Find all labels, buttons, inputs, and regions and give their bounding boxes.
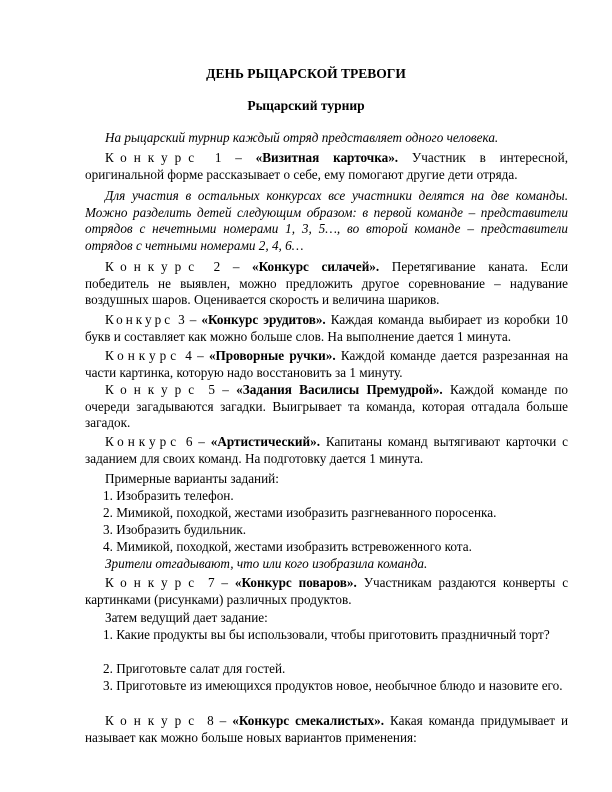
contest-text: Участникам раздаются конверты с картинками (рисунками) различных продуктов. [85,575,569,607]
intro-paragraph: На рыцарский турнир каждый отряд представляет одного человека. [105,130,499,145]
contest-name: «Задания Василисы Премудрой». [236,382,443,397]
cook-task-item: 2. Приготовьте салат для гостей. [103,661,286,676]
audience-note: Зрители отгадывают, что или кого изобразила команда. [105,556,428,571]
contest-prefix: Конкурс [105,348,181,363]
contest-name: «Конкурс эрудитов». [201,312,326,327]
contest-1 [85,150,568,183]
task-item: 2. Мимикой, походкой, жестами изобразить разгневанного поросенка. [103,505,497,520]
contest-2 [85,259,568,309]
task-item: 4. Мимикой, походкой, жестами изобразить встревоженного кота. [103,539,472,554]
contest-6 [85,434,568,467]
contest-number: 4 – [185,348,204,363]
contest-number: 2 – [213,259,240,274]
contest-text: Какая команда придумывает и называет как можно больше новых вариантов применения: [85,713,569,745]
contest-number: 6 – [185,434,205,449]
contest-text: Каждая команда выбирает из коробки 10 букв и составляет как можно больше слов. На выполнение дается 1 минута. [85,312,569,344]
contest-prefix: Конкурс [105,150,202,165]
contest-name: «Проворные ручки». [208,348,336,363]
contest-text: Перетягивание каната. Если победитель не выявлен, можно предложить другое соревнование – надувание воздушных шаров. Оценивается скорость и величина шариков. [85,259,569,308]
contest-number: 8 – [207,713,227,728]
contest-number: 1 – [214,150,242,165]
contest-number: 5 – [208,382,229,397]
task-item: 1. Изобразить телефон. [103,488,234,503]
contest-prefix: Конкурс [105,382,202,397]
contest-text: Каждой команде по очереди загадываются загадки. Выигрывает та команда, которая отгадала больше загадок. [85,382,569,431]
cook-task-item: 1. Какие продукты вы бы использовали, чтобы приготовить праздничный торт? [103,627,550,642]
contest-prefix: Конкурс [105,259,202,274]
host-task: Затем ведущий дает задание: [105,610,268,625]
contest-8 [85,713,568,746]
contest-3 [85,312,568,345]
page-title: ДЕНЬ РЫЦАРСКОЙ ТРЕВОГИ [206,66,406,81]
contest-number: 3 – [178,312,197,327]
cook-task-item: 3. Приготовьте из имеющихся продуктов новое, необычное блюдо и назовите его. [103,678,563,693]
contest-prefix: Конкурс [105,713,202,728]
contest-name: «Конкурс силачей». [252,259,380,274]
page-subtitle: Рыцарский турнир [247,98,365,113]
contest-text: Участник в интересной, оригинальной форме рассказывает о себе, ему помогают другие дети отряда. [85,150,568,182]
contest-prefix: Конкурс [105,575,202,590]
contest-name: «Конкурс поваров». [234,575,357,590]
contest-5 [85,382,568,432]
contest-name: «Артистический». [210,434,321,449]
contest-text: Капитаны команд вытягивают карточки с заданием для своих команд. На подготовку дается 1 минута. [85,434,569,466]
contest-prefix: Конкурс [105,434,181,449]
contest-4 [85,348,568,381]
contest-prefix: Конкурс [105,312,174,327]
task-item: 3. Изобразить будильник. [103,522,247,537]
contest-name: «Конкурс смекалистых». [232,713,385,728]
contest-name: «Визитная карточка». [255,150,399,165]
contest-number: 7 – [207,575,228,590]
contest-text: Каждой команде дается разрезанная на части картинка, которую надо восстановить за 1 минуту. [85,348,569,380]
teams-note: Для участия в остальных конкурсах все участники делятся на две команды. Можно разделить детей следующим образом: в первой команде – представители отрядов с нечетными номерами 1, 3, 5…, во второй команде – представители отрядов с четными номерами 2, 4, 6… [85,188,568,253]
contest-7 [85,575,568,608]
tasks-heading: Примерные варианты заданий: [105,471,279,486]
